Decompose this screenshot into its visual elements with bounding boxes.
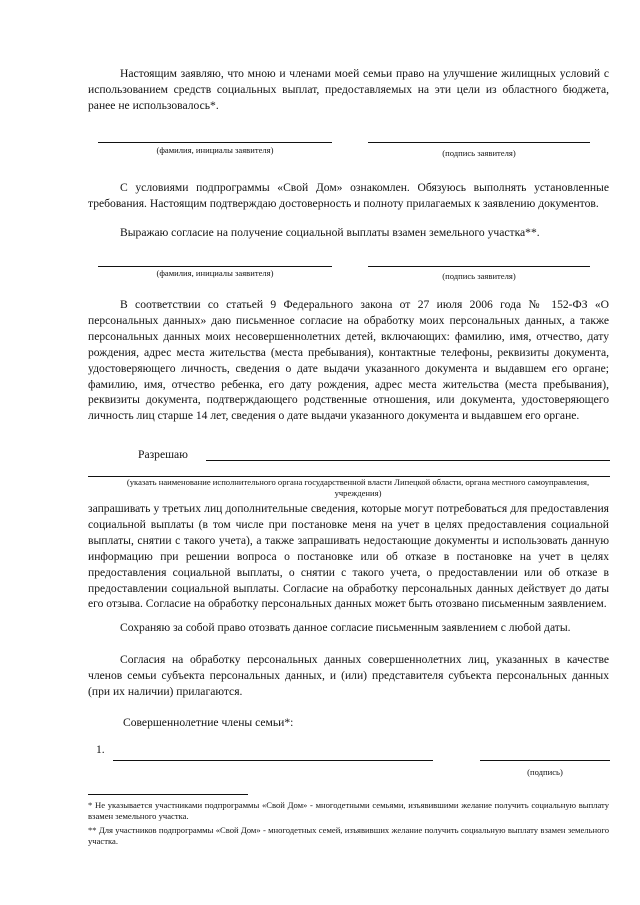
third-party-requests-text: запрашивать у третьих лиц дополнительные сведения, которые могут потребоваться для предоставления социальной выплаты (в том числе при постановке меня на учет в целях предоставления социальной выплаты, снятии с такого учета), а также запрашивать недостающие документы и использовать данную информацию при решении вопроса о постановке или об отказе в постановке на учет в целях предоставления социальной выплаты, о снятии с такого учета, о предоставлении или об отказе в предоставлении социальной выплаты. Согласие на обработку персональных данных действует до даты его отзыва. Согласие на обработку персональных данных может быть отозвано письменным заявлением. xyxy=(88,502,609,611)
land-plot-consent: Выражаю согласие на получение социальной выплаты взамен земельного участка**. xyxy=(120,226,540,239)
applicant-signature-line-1[interactable] xyxy=(368,142,590,143)
applicant-name-caption-2: (фамилия, инициалы заявителя) xyxy=(156,268,274,278)
permit-org-line[interactable] xyxy=(206,460,610,461)
member-item-number: 1. xyxy=(96,743,105,756)
applicant-signature-caption-2: (подпись заявителя) xyxy=(442,271,516,281)
member-name-line[interactable] xyxy=(113,760,433,761)
applicant-name-line-1[interactable] xyxy=(98,142,332,143)
applicant-signature-caption-1: (подпись заявителя) xyxy=(442,148,516,158)
revocation-right-text: Сохраняю за собой право отозвать данное согласие письменным заявлением с любой даты. xyxy=(120,621,571,634)
permit-label: Разрешаю xyxy=(138,448,188,461)
no-prior-use-statement: Настоящим заявляю, что мною и членами моей семьи право на улучшение жилищных условий с использованием средств социальных выплат, предоставляемых на эти цели из областного бюджета, ранее не использовалось*. xyxy=(88,67,609,112)
personal-data-consent: В соответствии со статьей 9 Федерального закона от 27 июля 2006 года № 152-ФЗ «О персональных данных» даю письменное согласие на обработку моих персональных данных, а также персональных данных моих несовершеннолетних детей, включающих: фамилию, имя, отчество, дату рождения, адрес места жительства (места пребывания), контактные телефоны, реквизиты документа, удостоверяющего личность, сведения о дате выдачи указанного документа и выдавшем его органе; фамилию, имя, отчество ребенка, его дату рождения, адрес места жительства (места пребывания), реквизиты документа, подтверждающего родственные отношения, или документа, удостоверяющего личность лиц старше 14 лет, сведения о дате выдачи указанного документа и выдавшем его органе. xyxy=(88,298,609,423)
adult-members-consent-text: Согласия на обработку персональных данных совершеннолетних лиц, указанных в качестве членов семьи субъекта персональных данных, и (или) представителя субъекта персональных данных (при их наличии) прилагаются. xyxy=(88,653,609,698)
applicant-name-line-2[interactable] xyxy=(98,266,332,267)
applicant-name-caption-1: (фамилия, инициалы заявителя) xyxy=(156,145,274,155)
footnote-1: * Не указывается участниками подпрограммы «Свой Дом» - многодетными семьями, изъявившими желание получить социальную выплату взамен земельного участка. xyxy=(88,800,609,822)
adult-members-label: Совершеннолетние члены семьи*: xyxy=(123,716,294,729)
member-signature-caption: (подпись) xyxy=(527,767,563,777)
footnote-2: ** Для участников подпрограммы «Свой Дом» - многодетных семей, изъявивших желание получить социальную выплату взамен земельного участка. xyxy=(88,825,609,847)
permit-org-caption: (указать наименование исполнительного органа государственной власти Липецкой области, органа местного самоуправления, учреждения) xyxy=(126,477,590,498)
member-signature-line[interactable] xyxy=(480,760,610,761)
program-acknowledgement: С условиями подпрограммы «Свой Дом» ознакомлен. Обязуюсь выполнять установленные требования. Настоящим подтверждаю достоверность и полноту прилагаемых к заявлению документов. xyxy=(88,181,609,210)
applicant-signature-line-2[interactable] xyxy=(368,266,590,267)
footnote-separator xyxy=(88,794,248,795)
